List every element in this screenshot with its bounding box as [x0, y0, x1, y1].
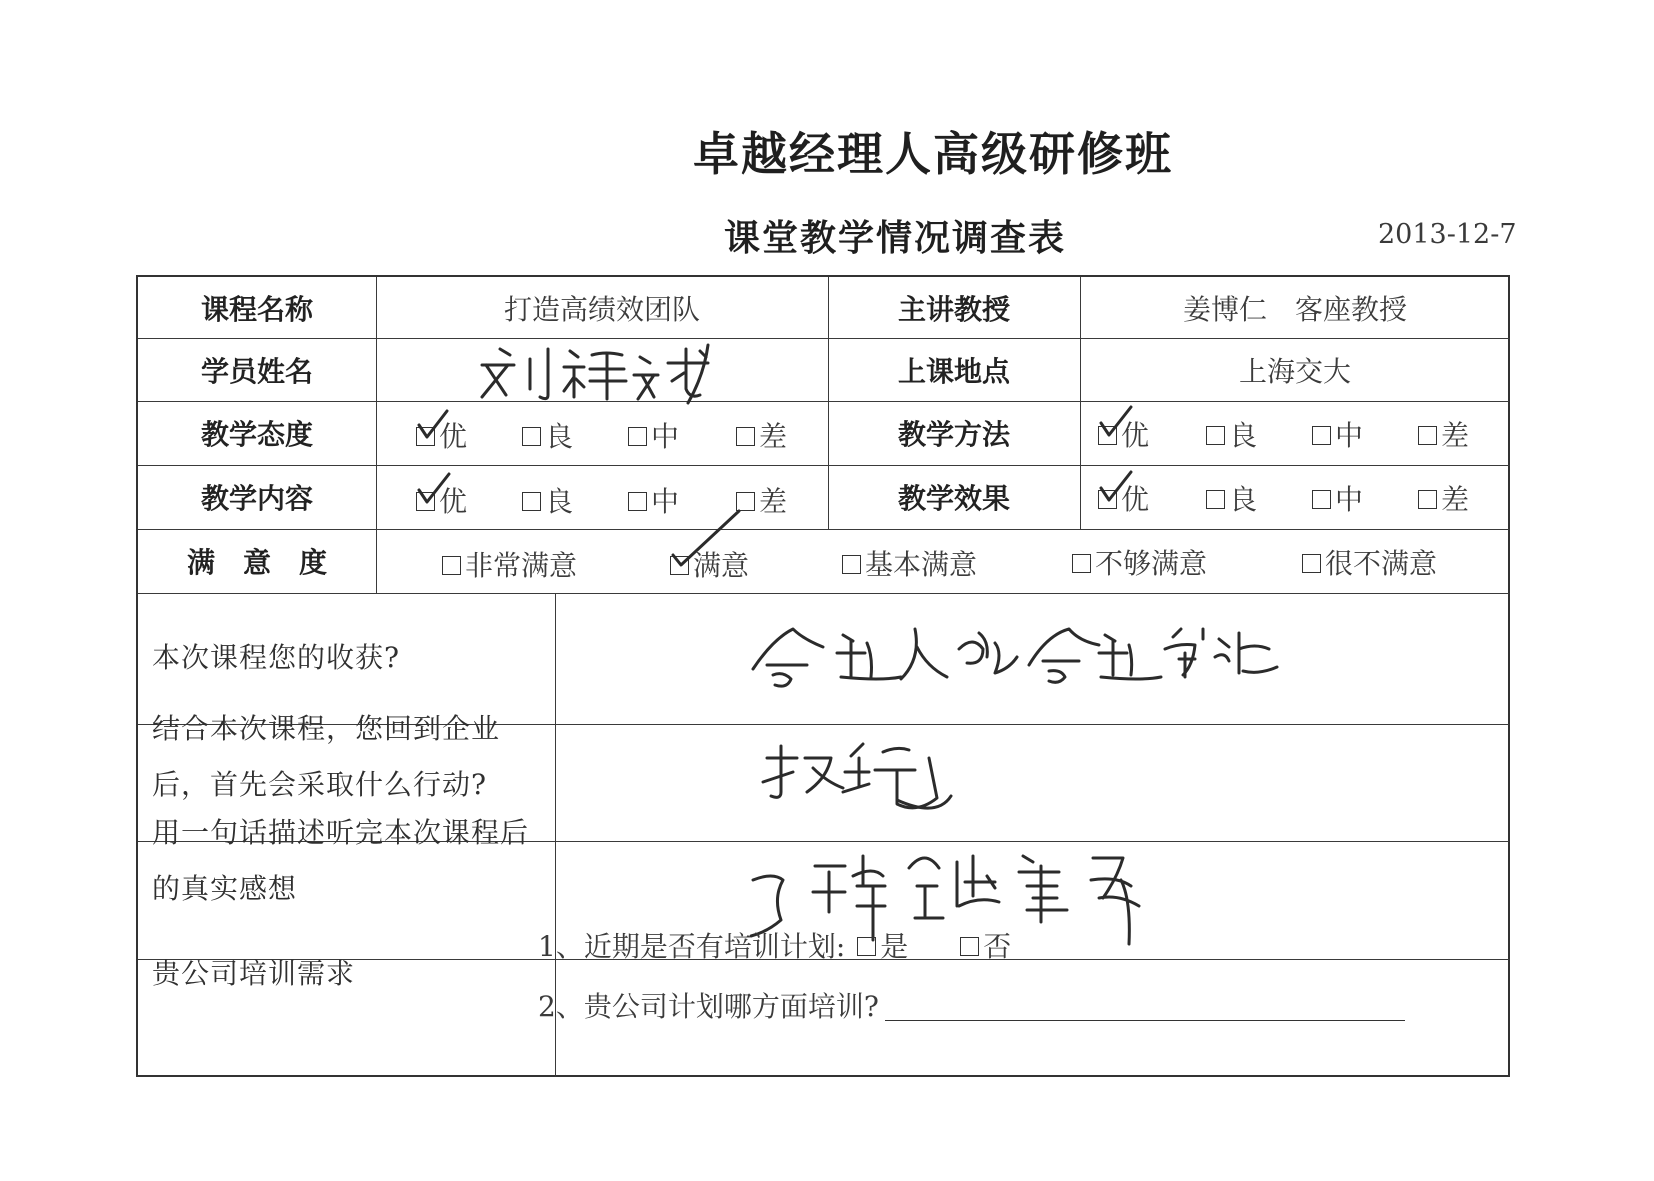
- teaching-method-label: 教学方法: [897, 418, 1010, 451]
- content-option-poor[interactable]: 差: [736, 480, 787, 520]
- handwritten-check-marks: [138, 277, 1510, 597]
- location-value: 上海交大: [1238, 354, 1351, 388]
- method-option-average[interactable]: 中: [1312, 414, 1363, 454]
- student-name-label: 学员姓名: [200, 354, 313, 388]
- survey-form: [136, 275, 1510, 1077]
- q1-answer-field[interactable]: [557, 595, 1509, 723]
- content-option-good[interactable]: 良: [522, 480, 573, 520]
- q3-impression-label: 用一句话描述听完本次课程后的真实感想: [152, 816, 530, 905]
- satisfaction-option-insufficient[interactable]: 不够满意: [1072, 542, 1207, 582]
- training-plan-no-checkbox[interactable]: [960, 937, 979, 956]
- course-name-label: 课程名称: [200, 292, 313, 326]
- method-option-poor[interactable]: 差: [1418, 414, 1469, 454]
- q1-harvest-label: 本次课程您的收获?: [152, 641, 401, 674]
- training-area-question: [538, 985, 1405, 1025]
- form-subtitle: 课堂教学情况调查表: [723, 218, 1066, 259]
- attitude-option-poor[interactable]: 差: [736, 415, 787, 455]
- attitude-option-good[interactable]: 良: [522, 415, 573, 455]
- effect-option-poor[interactable]: 差: [1418, 478, 1469, 518]
- training-area-input[interactable]: [885, 990, 1405, 1021]
- page-title: 卓越经理人高级研修班: [693, 127, 1173, 181]
- satisfaction-option-satisfied[interactable]: 满意: [670, 544, 749, 584]
- training-area-text: 2、贵公司计划哪方面培训?: [538, 990, 879, 1023]
- q2-handwritten-answer: [733, 728, 1333, 838]
- q1-handwritten-answer: [733, 609, 1333, 709]
- content-option-excellent[interactable]: 优: [416, 480, 467, 520]
- form-date: 2013-12-7: [1378, 219, 1517, 250]
- training-plan-question: [538, 925, 1011, 965]
- lecturer-label: 主讲教授: [897, 292, 1010, 326]
- training-plan-yes-label: 是: [880, 930, 909, 963]
- q2-action-label: 结合本次课程，您回到企业后，首先会采取什么行动?: [152, 712, 501, 801]
- attitude-option-excellent[interactable]: 优: [416, 415, 467, 455]
- training-plan-no-label: 否: [983, 930, 1012, 963]
- course-name-value: 打造高绩效团队: [503, 292, 700, 326]
- training-plan-text: 1、近期是否有培训计划:: [538, 930, 846, 963]
- satisfaction-option-basic[interactable]: 基本满意: [842, 543, 977, 583]
- lecturer-value: 姜博仁 客座教授: [1182, 292, 1407, 326]
- teaching-effect-label: 教学效果: [897, 482, 1010, 515]
- satisfaction-option-very-dissatisfied[interactable]: 很不满意: [1302, 542, 1437, 582]
- q2-answer-field[interactable]: [557, 726, 1509, 840]
- training-plan-yes-checkbox[interactable]: [857, 937, 876, 956]
- attitude-option-average[interactable]: 中: [628, 415, 679, 455]
- q4-training-needs-label: 贵公司培训需求: [152, 957, 356, 990]
- effect-option-good[interactable]: 良: [1206, 478, 1257, 518]
- satisfaction-label: 满 意 度: [186, 546, 327, 579]
- location-label: 上课地点: [897, 354, 1010, 388]
- content-option-average[interactable]: 中: [628, 480, 679, 520]
- satisfaction-option-very-satisfied[interactable]: 非常满意: [442, 544, 577, 584]
- method-option-good[interactable]: 良: [1206, 414, 1257, 454]
- effect-option-excellent[interactable]: 优: [1098, 478, 1149, 518]
- effect-option-average[interactable]: 中: [1312, 478, 1363, 518]
- teaching-content-label: 教学内容: [200, 482, 313, 515]
- teaching-attitude-label: 教学态度: [200, 418, 313, 451]
- method-option-excellent[interactable]: 优: [1098, 414, 1149, 454]
